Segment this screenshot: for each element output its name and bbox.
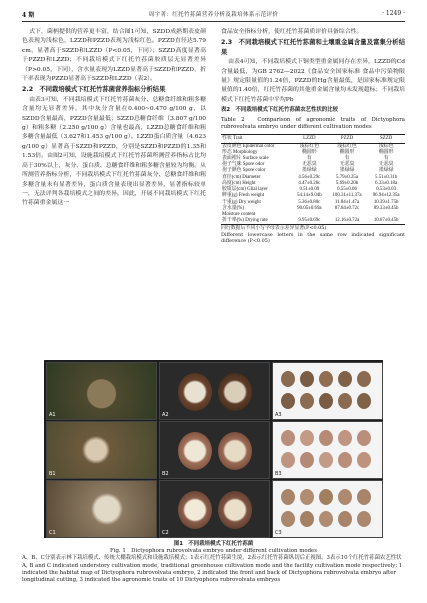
table-row — [221, 200, 405, 206]
table-row — [221, 143, 405, 150]
figure-photo-grid — [44, 360, 383, 538]
photo-panel: C1 — [46, 480, 157, 538]
photo-panel: B1 — [46, 421, 157, 479]
table-row — [221, 175, 405, 181]
table-cell: 浅棕红色 — [337, 143, 357, 149]
right-column — [221, 28, 405, 245]
table-cell: 表皮颜色 Epidermal color — [222, 143, 275, 149]
table-cell: 90.05±0.69a — [297, 205, 322, 211]
photo-panel: A3 — [272, 362, 383, 420]
table-cell: 5.36±0.80c — [298, 199, 321, 205]
table-cell: 孢子气味 Spore odor — [222, 162, 265, 168]
table-cell: 10.39±1.75b — [373, 199, 399, 205]
table-cell: 直径(cm) Diameter — [222, 174, 261, 180]
table-cell: 无恶臭 — [378, 162, 394, 168]
agronomic-traits-table — [221, 134, 405, 225]
table-cell: 6.33±0.18a — [375, 180, 398, 186]
table-row — [221, 218, 405, 225]
table-cell: 0.55±0.06 — [337, 187, 357, 193]
table-cell: Moisture content — [222, 211, 256, 217]
table-header-cell: 性状 Trait — [221, 135, 292, 143]
figure-title-en: Fig. 1 Dictyophora rubrovolvata embryo under different cultivation modes — [109, 548, 318, 555]
table-cell: 干重(g) Dry weight — [222, 199, 261, 205]
figure-title-cn: 图1 不同栽培模式下红托竹荪菌 — [173, 541, 254, 547]
table-cell: 墨绿绿 — [339, 168, 355, 174]
photo-panel: A1 — [46, 362, 157, 420]
table-cell: 高度(cm) Height — [222, 180, 256, 186]
table-cell: 54.14±9.04b — [297, 193, 322, 199]
running-title: 周宇菁：红托竹荪菌营养分析及栽培体系示范评价 — [148, 12, 279, 18]
table-row — [221, 193, 405, 199]
page-number: · 1249 · — [382, 10, 405, 17]
table-note-cn: 同行数据后不同小写字母表示差异显著(P<0.05) — [221, 225, 327, 232]
header-rule — [22, 21, 405, 22]
table-cell: 浅棕色 — [378, 143, 394, 149]
table-cell: 无恶臭 — [339, 162, 355, 168]
table-cell: 11.84±1.47a — [334, 199, 360, 205]
table-cell: 5.69±0.20b — [335, 180, 359, 186]
issue-label: 4 期 — [22, 12, 35, 19]
table-cell: 孢子颜色 Spore color — [222, 168, 266, 174]
table-cell: 折干率(%) Drying rate — [221, 218, 292, 225]
table-cell: 87.84±0.72c — [334, 205, 360, 211]
table-cell: 89.33±0.45b — [373, 205, 399, 211]
table-header-cell: PZZD — [327, 135, 368, 143]
body-paragraph: 由表3可知，不同栽培模式下红托竹荪菌灰分、总糖食纤维和粗多糖含量均无显著差异，其中灰分含量在0.400~0.470 g/100 g，以SZDD含量最高，PZZD含量最低；SZZD总糖食纤维（3.807 g/100 g）和粗多糖（2.250 g/100 g）含量也最高，LZZD总糖食纤维和粗多糖含量最低（3.627和1.453 g/100 g）。LZZD蛋白质含量（4.623 g/100 g）显著高于SZZD和PZZD，分别是SZZD和PZZD的1.35和1.53倍。由图2可知，设施栽培模式下红托竹荪菌所测营养指标占比均高于30%以上，灰分、蛋白质、总糖食纤维和粗多糖含量较为均衡。从所测营养指标分析，不同栽培模式下红托竹荪菌灰分、总糖食纤维和粗多糖含量未有显著差异，蛋白质含量表现出显著差异，显著指标较单一，无法评判各栽培模式之间的差异。因此，开展不同栽培模式下红托竹荪菌重金属这一 — [22, 96, 206, 207]
table-cell: 墨绿绿 — [302, 168, 317, 174]
photo-panel: B2 — [159, 421, 270, 479]
photo-panel: A2 — [159, 362, 270, 420]
table-cell: 表面褶片 Surface scale — [222, 156, 269, 162]
table-cell: 胶质层(cm) Glial layer — [222, 187, 268, 193]
table-cell: 4.47±0.26c — [298, 180, 321, 186]
table-cell: 浅棕红色 — [299, 143, 320, 149]
table-cell: 椭圆形 — [378, 149, 394, 155]
figure-caption — [22, 541, 405, 584]
table-cell: 无恶臭 — [302, 162, 317, 168]
table-cell: 0.51±0.09 — [299, 187, 320, 193]
table-cell: 有 — [383, 156, 389, 162]
section-heading: 2.2 不同栽培模式下红托竹荪菌营养指标分析结果 — [22, 86, 166, 94]
table-note-en: Different lowercase letters in the same row indicated significant difference (P<0.05) — [221, 231, 405, 245]
table-cell: 96.94±12.35a — [372, 193, 400, 199]
photo-panel: C3 — [272, 480, 383, 538]
table-caption-en: Table 2 Comparison of agronomic traits of Dictyophora rubrovolvata embryo under different cultivation modes — [221, 116, 405, 131]
table-cell: 10.67±0.45b — [367, 218, 405, 225]
table-header-cell: SZZD — [367, 135, 405, 143]
table-cell: 4.56±0.29c — [298, 174, 321, 180]
table-cell: 100.31±11.37a — [332, 193, 362, 199]
table-cell: 椭圆形 — [302, 149, 317, 155]
photo-panel: C2 — [159, 480, 270, 538]
body-paragraph: 由表4可知，不同栽培模式下铜类型重金属同存在差异，LZZD的Cd含量最低，为GB 2762—2022《食品安全国家标准 食品中污染物限量》规定限量值的1.24倍，PZZD的Hg含量最低，是国家标准规定限量值的1.40倍，红托竹荪菌的其他重金属含量均未发现超标；不同栽培模式下红托竹荪菌中平均Pb — [221, 59, 405, 103]
table-cell: 5.79±0.25a — [336, 174, 359, 180]
figure-note-cn: A、B、C分别表示林下栽培模式、传统大棚栽培模式和设施栽培模式；1表示红托竹荪菌生境，2表示红托竹荪菌纵切后正视图，3表示10个红托竹荪菌农艺性状 — [22, 555, 402, 562]
table-cell: 12.16±0.72a — [327, 218, 368, 225]
table-cell: 5.51±0.31b — [375, 174, 398, 180]
left-column — [22, 28, 206, 209]
table-cell: 形态 Morphology — [222, 149, 258, 155]
table-cell: 鲜重(g) Fresh weight — [222, 193, 265, 199]
table-header-cell: LZZD — [292, 135, 327, 143]
table-cell: 有 — [344, 156, 350, 162]
photo-panel: B3 — [272, 421, 383, 479]
body-paragraph: 式下，菌柄提供的营养更丰富，结合图1可知，SZDD成熟期表皮颜色表现为浅棕色，LZZD和PZZD表现为浅棕红色。PZZD直径达5.79 cm，显著高于SZZD和LZZD（P<0.05，下同）；SZZD高度显著高于PZZD和LZZD；不同栽培模式下红托竹荪菌胶质层无显著差异（P>0.05，下同），含水量表现为LZZD显著高于SZZD和PZZD，折干率表现为PZZD显著高于SZZD和LZZD（表2）。 — [22, 29, 206, 83]
body-paragraph: 食品安全指标分析，使红托竹荪菌质评价具备综合性。 — [221, 29, 363, 35]
section-heading: 2.3 不同栽培模式下红托竹荪菌和土壤重金属含量及富集分析结果 — [221, 39, 405, 56]
table-cell: 椭圆形 — [339, 149, 355, 155]
table-cell: 0.53±0.03 — [376, 187, 397, 193]
table-cell: 墨绿绿 — [378, 168, 394, 174]
table-caption-cn: 表2 不同栽培模式下红托竹荪菌农艺性状的比较 — [221, 107, 338, 114]
table-cell: 9.95±0.69c — [292, 218, 327, 225]
table-cell: 含水量(%) — [222, 205, 245, 211]
running-header — [22, 9, 405, 21]
figure-note-en: A, B and C indicated understory cultivation mode, traditional greenhouse cultivation mode and the facility cultivation mode respectively; 1 indicated the habitat map of Dictyophora rubrovolvata embryo, 2 indicated the front and back of Dictyophora rubrovolvata embryo after longitudinal cutting, 3 indicated the agronomic traits of 10 Dictyophora rubrovolvata embryos — [22, 562, 403, 584]
table-cell: 有 — [306, 156, 312, 162]
